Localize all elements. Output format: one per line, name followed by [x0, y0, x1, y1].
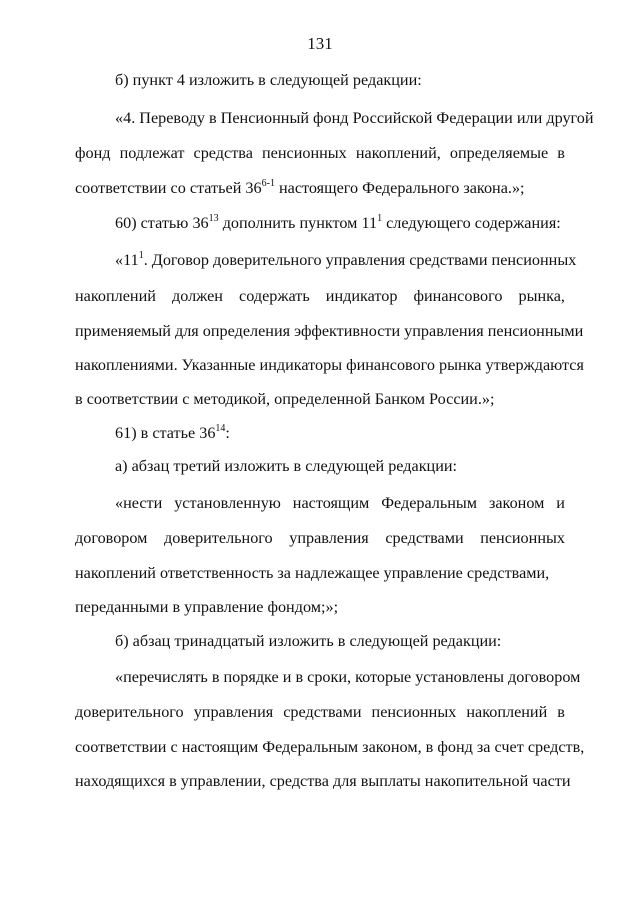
text-span: дополнить пунктом 11	[218, 214, 378, 232]
word: определяемые	[449, 144, 549, 162]
quote-c-line-2	[75, 702, 565, 722]
clause-11-1-line-3	[75, 321, 584, 341]
quote-line-3	[75, 178, 565, 198]
text-span: следующего содержания:	[382, 214, 561, 232]
superscript: 14	[215, 422, 226, 434]
word: должен	[171, 287, 223, 305]
word: пенсионных	[371, 703, 457, 721]
text-span: «11	[115, 251, 139, 269]
word: финансового	[413, 287, 503, 305]
word: пенсионных	[480, 529, 565, 547]
text-span: настоящего Федерального закона.»;	[274, 179, 525, 197]
word: средствами	[283, 703, 362, 721]
text-span: соответствии со статьей 36	[75, 179, 262, 197]
clause-11-1-line-1	[115, 249, 577, 270]
superscript: 1	[377, 212, 383, 224]
word: подлежат	[119, 144, 185, 162]
quote-line-2	[75, 143, 565, 163]
clause-11-1-line-2	[75, 286, 565, 306]
word: установленную	[174, 494, 281, 512]
word: фонд	[75, 144, 111, 162]
quote-c-line-3	[75, 737, 585, 757]
text-span: «4. Переводу в Пенсионный фонд Российской Федерации или другой	[115, 109, 594, 127]
word: индикатор	[325, 287, 398, 305]
item-61	[115, 423, 565, 443]
clause-11-1-line-5: в соответствии с методикой, определенной Банком России.»;	[75, 390, 495, 408]
word: «нести	[115, 494, 163, 512]
quote-c-line-1	[115, 667, 581, 687]
text-span	[115, 250, 576, 270]
quote-b-line-3	[75, 563, 565, 583]
text-span: находящихся в управлении, средства для выплаты накопительной части	[75, 772, 571, 790]
text-span: применяемый для определения эффективности управления пенсионными	[75, 322, 584, 340]
word: договором	[75, 529, 148, 547]
word: управления	[289, 529, 369, 547]
word: законом	[488, 494, 545, 512]
clause-11-1-line-4	[75, 355, 584, 375]
word: и	[556, 494, 565, 512]
superscript: 1	[138, 249, 144, 261]
word: средствами	[385, 529, 464, 547]
word: пенсионных	[262, 144, 347, 162]
paragraph-item-b-point-4: б) пункт 4 изложить в следующей редакции:	[115, 71, 422, 89]
text-span: . Договор доверительного управления средствами пенсионных	[143, 251, 577, 269]
word: накоплений	[75, 287, 156, 305]
superscript: 6-1	[261, 177, 275, 189]
text-span: накоплениями. Указанные индикаторы финансового рынка утверждаются	[75, 356, 584, 374]
text-span: :	[225, 424, 230, 442]
text-span: соответствии с настоящим Федеральным законом, в фонд за счет средств,	[75, 738, 585, 756]
quote-b-line-2	[75, 528, 565, 548]
word: в	[557, 703, 565, 721]
word: в	[557, 144, 565, 162]
quote-c-line-4	[75, 771, 571, 791]
quote-line-1	[115, 108, 594, 128]
word: доверительного	[164, 529, 273, 547]
word: накоплений	[466, 703, 548, 721]
quote-b-line-1	[115, 493, 565, 513]
word: средства	[193, 144, 253, 162]
superscript: 13	[208, 212, 219, 224]
text-span: накоплений ответственность за надлежащее управление средствами,	[75, 564, 550, 582]
word: накоплений,	[355, 144, 441, 162]
word: рынка,	[518, 287, 565, 305]
text-span: 61) в статье 36	[115, 424, 216, 442]
word: доверительного	[75, 703, 184, 721]
item-60	[115, 213, 565, 233]
word: управления	[193, 703, 274, 721]
text-span: 60) статью 36	[115, 214, 209, 232]
word: содержать	[239, 287, 310, 305]
page-number: 131	[307, 34, 333, 53]
word: Федеральным	[381, 494, 478, 512]
item-b-paragraph-13: б) абзац тринадцатый изложить в следующей редакции:	[115, 632, 502, 650]
word: настоящим	[292, 494, 370, 512]
text-span: «перечислять в порядке и в сроки, которые установлены договором	[115, 668, 581, 686]
item-a-paragraph-3: а) абзац третий изложить в следующей редакции:	[115, 457, 458, 475]
quote-b-line-4: переданными в управление фондом;»;	[75, 598, 339, 616]
